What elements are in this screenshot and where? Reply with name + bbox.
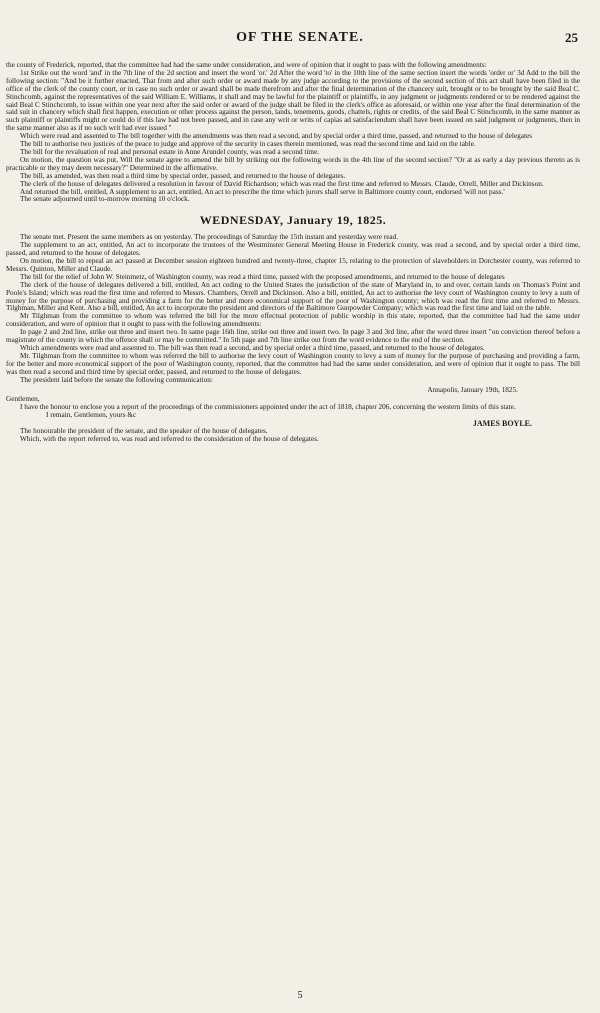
paragraph: And returned the bill, entitled, A supplement to an act, entitled, An act to prescribe the time which jurors shall serve in Baltimore county court, endorsed 'will not pass.': [20, 187, 505, 196]
page-number: 25: [565, 30, 578, 45]
paragraph: On motion, the question was put, Will the senate agree to amend the bill by striking out the following words in the 4th line of the second section? "Or at as early a day previous thereto as is practicable or they may deem necessary?" Determined in the affirmative.: [6, 155, 580, 172]
signature-mark: 5: [297, 990, 303, 1001]
paragraph: Which were read and assented to The bill together with the amendments was then read a second, and by special order a third time, passed, and returned to the house of delegates: [20, 132, 533, 141]
paragraph: The clerk of the house of delegates delivered a resolution in favour of David Richardson; which was read the first time and referred to Messrs. Claude, Orrell, Miller and Dickinson.: [20, 179, 544, 188]
paragraph: The bill for the revaluation of real and personal estate in Anne Arundel county, was read a second time.: [20, 147, 320, 156]
text-column: [6, 62, 580, 444]
letter-address: The honourable the president of the senate, and the speaker of the house of delegates.: [20, 427, 268, 436]
paragraph: The senate met. Present the same members as on yesterday. The proceedings of Saturday the 15th instant and yesterday were read.: [20, 233, 399, 242]
letter-dateline: Annapolis, January 19th, 1825.: [427, 385, 518, 394]
paragraph: the county of Frederick, reported, that the committee had had the same under consideration, and were of opinion that it ought to pass with the following amendments:: [6, 61, 487, 69]
paragraph: 1st Strike out the word 'and' in the 7th line of the 2d section and insert the word 'or.' 2d After the word 'to' in the 10th line of the same section insert the words 'order or' 3d Add to the bill the following section: "And be it further enacted, That from and after such order or award made by any judge according to the provisions of the second section of this act shall have been filed in the office of the clerk of the county court, or in case no such order or award shall be made therefrom and after the final determination of the chancery suit, brought or to be brought by the said Beal C. Stinchcomb, against the representatives of the said William E. Williams, it shall and may be lawful for the plaintiff or plaintiffs, in any judgment or judgments rendered or to be rendered against the said Beal C Stinchcomb, to issue within one year next after the said order or award of the judge shall be filed in the clerk's office as aforesaid, or within one year after the final determination of the said suit in chancery which shall first happen, execution or other process against the person, lands, tenements, goods, chattels, rights or credits, of the said Beal C Stinchcomb, in the same manner as such plaintiff or plaintiffs might or could do if this law had not been passed, and in case any writ or writs of capias ad satisfaciendum shall have been issued on said judgment or judgments, then in the same manner also as if no such writ had ever issued ": [6, 68, 580, 133]
paragraph: The bill, as amended, was then read a third time by special order, passed, and returned to the house of delegates.: [20, 171, 346, 180]
running-head: [0, 28, 600, 48]
paragraph: The president laid before the senate the following communication:: [20, 375, 213, 384]
letter-salutation: Gentlemen,: [6, 395, 40, 404]
letter-signature: JAMES BOYLE.: [472, 419, 532, 429]
day-heading: WEDNESDAY, January 19, 1825.: [199, 213, 387, 228]
paragraph: The clerk of the house of delegates delivered a bill, entitled, An act ceding to the United States the jurisdiction of the state of Maryland in, to and over, certain lands on Thomas's Point and Poole's Island; which was read the first time and referred to Messrs. Chambers, Orrell and Dickinson. Also a bill, entitled, An act to authorise the levy court of Washington county to levy a sum of money for the purpose of purchasing and providing a farm for the better and more economical support of the poor of Washington county; which was read the first time and referred to Messrs. Tilghman, Miller and Kent. Also a bill, entitled, An act to incorporate the president and directors of the Baltimore Gunpowder Company; which was read the first time and laid on the table.: [6, 280, 580, 313]
paragraph: The bill for the relief of John W. Steinmetz, of Washington county, was read a third time, passed with the proposed amendments, and returned to the house of delegates: [20, 272, 505, 281]
letter-closing: I remain, Gentlemen, yours &c: [46, 411, 137, 420]
paragraph: Mr Tilghman from the committee to whom was referred the bill for the more effectual protection of public worship in this state, reported, that the committee had had the same under consideration, and were of opinion that it ought to pass with the following amendments:: [6, 312, 580, 329]
paragraph: Which, with the report referred to, was read and referred to the consideration of the house of delegates.: [20, 434, 319, 443]
paragraph: The senate adjourned until to-morrow morning 10 o'clock.: [20, 195, 190, 204]
letter-body: I have the honour to enclose you a report of the proceedings of the commissioners appointed under the act of 1818, chapter 206, concerning the western limits of this state.: [20, 403, 516, 412]
paragraph: Mr. Tilghman from the committee to whom was referred the bill to authorise the levy court of Washington county to levy a sum of money for the purpose of purchasing and providing a farm, for the better and more economical support of the poor of Washington county, reported, that the committee had had the same under consideration, and were of opinion that it ought to pass. The bill was then read a second and third time by special order, passed, and returned to the house of delegates.: [6, 351, 580, 376]
paragraph: On motion, the bill to repeal an act passed at December session eighteen hundred and twenty-three, chapter 15, relating to the protection of slaveholders in Dorchester county, was referred to Messrs. Quinton, Miller and Claude.: [6, 257, 580, 273]
page-title: OF THE SENATE.: [236, 30, 364, 45]
paragraph: The bill to authorise two justices of the peace to judge and approve of the security in cases therein mentioned, was read the second time and laid on the table.: [20, 140, 476, 149]
paragraph: Which amendments were read and assented to. The bill was then read a second, and by special order a third time, passed, and returned to the house of delegates.: [20, 344, 485, 352]
paragraph: The supplement to an act, entitled, An act to incorporate the trustees of the Westminster General Meeting House in Frederick county, was read a second, and by special order a third time, passed, and returned to the house of delegates.: [6, 241, 580, 258]
paragraph: In page 2 and 2nd line, strike out three and insert two. In same page 16th line, strike out three and insert two. In page 3 and 3rd line, after the word three insert "on conviction thereof before a magistrate of the county in which the offence shall or may be committed." In 5th page and 7th line strike out from the word evidence to the end of the section.: [6, 328, 580, 345]
